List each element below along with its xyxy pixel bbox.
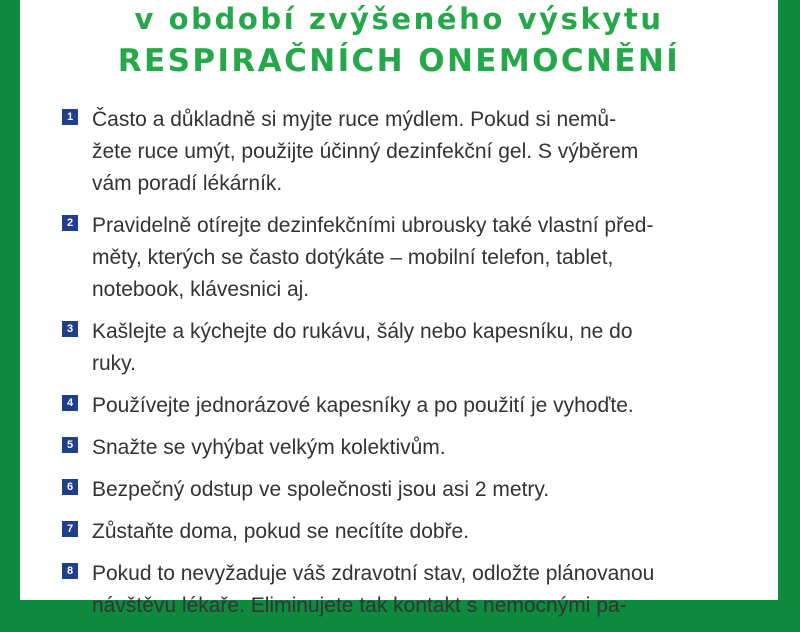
item-number-badge: 3 <box>62 321 78 337</box>
item-text-line: notebook, klávesnici aj. <box>92 278 310 301</box>
item-number-badge: 4 <box>62 395 78 411</box>
item-text-line: vám poradí lékárník. <box>92 172 283 195</box>
item-text-line: žete ruce umýt, použijte účinný dezinfekční gel. S výběrem <box>92 140 639 163</box>
list-item <box>62 474 762 506</box>
item-text-line: Kašlejte a kýchejte do rukávu, šály nebo kapesníku, ne do <box>92 320 633 343</box>
item-text-line: návštěvu lékaře. Eliminujete tak kontakt s nemocnými pa- <box>92 594 627 617</box>
leaflet-panel <box>20 0 778 617</box>
item-text-line: Snažte se vyhýbat velkým kolektivům. <box>92 436 446 459</box>
item-text-line: ruky. <box>92 352 136 375</box>
item-text-line: měty, kterých se často dotýkáte – mobilní telefon, tablet, <box>92 246 614 269</box>
item-text <box>92 104 638 200</box>
item-number-badge: 6 <box>62 479 78 495</box>
item-number-badge: 8 <box>62 563 78 579</box>
list-item <box>62 390 762 422</box>
item-text-line: Často a důkladně si myjte ruce mýdlem. Pokud si nemů- <box>92 108 617 131</box>
item-text <box>92 558 654 622</box>
list-item <box>62 316 762 380</box>
item-text <box>92 474 549 506</box>
list-item <box>62 210 762 306</box>
item-text-line: Bezpečný odstup ve společnosti jsou asi 2 metry. <box>92 478 550 501</box>
item-number-badge: 7 <box>62 521 78 537</box>
advice-list <box>62 104 762 632</box>
list-item <box>62 104 762 200</box>
list-item <box>62 432 762 464</box>
item-text <box>92 390 634 422</box>
item-text <box>92 432 446 464</box>
item-text-line: Pokud to nevyžaduje váš zdravotní stav, odložte plánovanou <box>92 562 655 585</box>
list-item <box>62 558 762 622</box>
item-text-line: Pravidelně otírejte dezinfekčními ubrousky také vlastní před- <box>92 214 654 237</box>
heading-line-1: v období zvýšeného výskytu <box>134 2 664 36</box>
list-item <box>62 516 762 548</box>
item-number-badge: 2 <box>62 215 78 231</box>
item-text-line: Používejte jednorázové kapesníky a po použití je vyhoďte. <box>92 394 634 417</box>
item-text-line: Zůstaňte doma, pokud se necítíte dobře. <box>92 520 470 543</box>
item-text <box>92 316 633 380</box>
item-text <box>92 516 469 548</box>
item-text <box>92 210 653 306</box>
item-number-badge: 1 <box>62 109 78 125</box>
item-number-badge: 5 <box>62 437 78 453</box>
heading-line-2: RESPIRAČNÍCH ONEMOCNĚNÍ <box>117 43 681 79</box>
